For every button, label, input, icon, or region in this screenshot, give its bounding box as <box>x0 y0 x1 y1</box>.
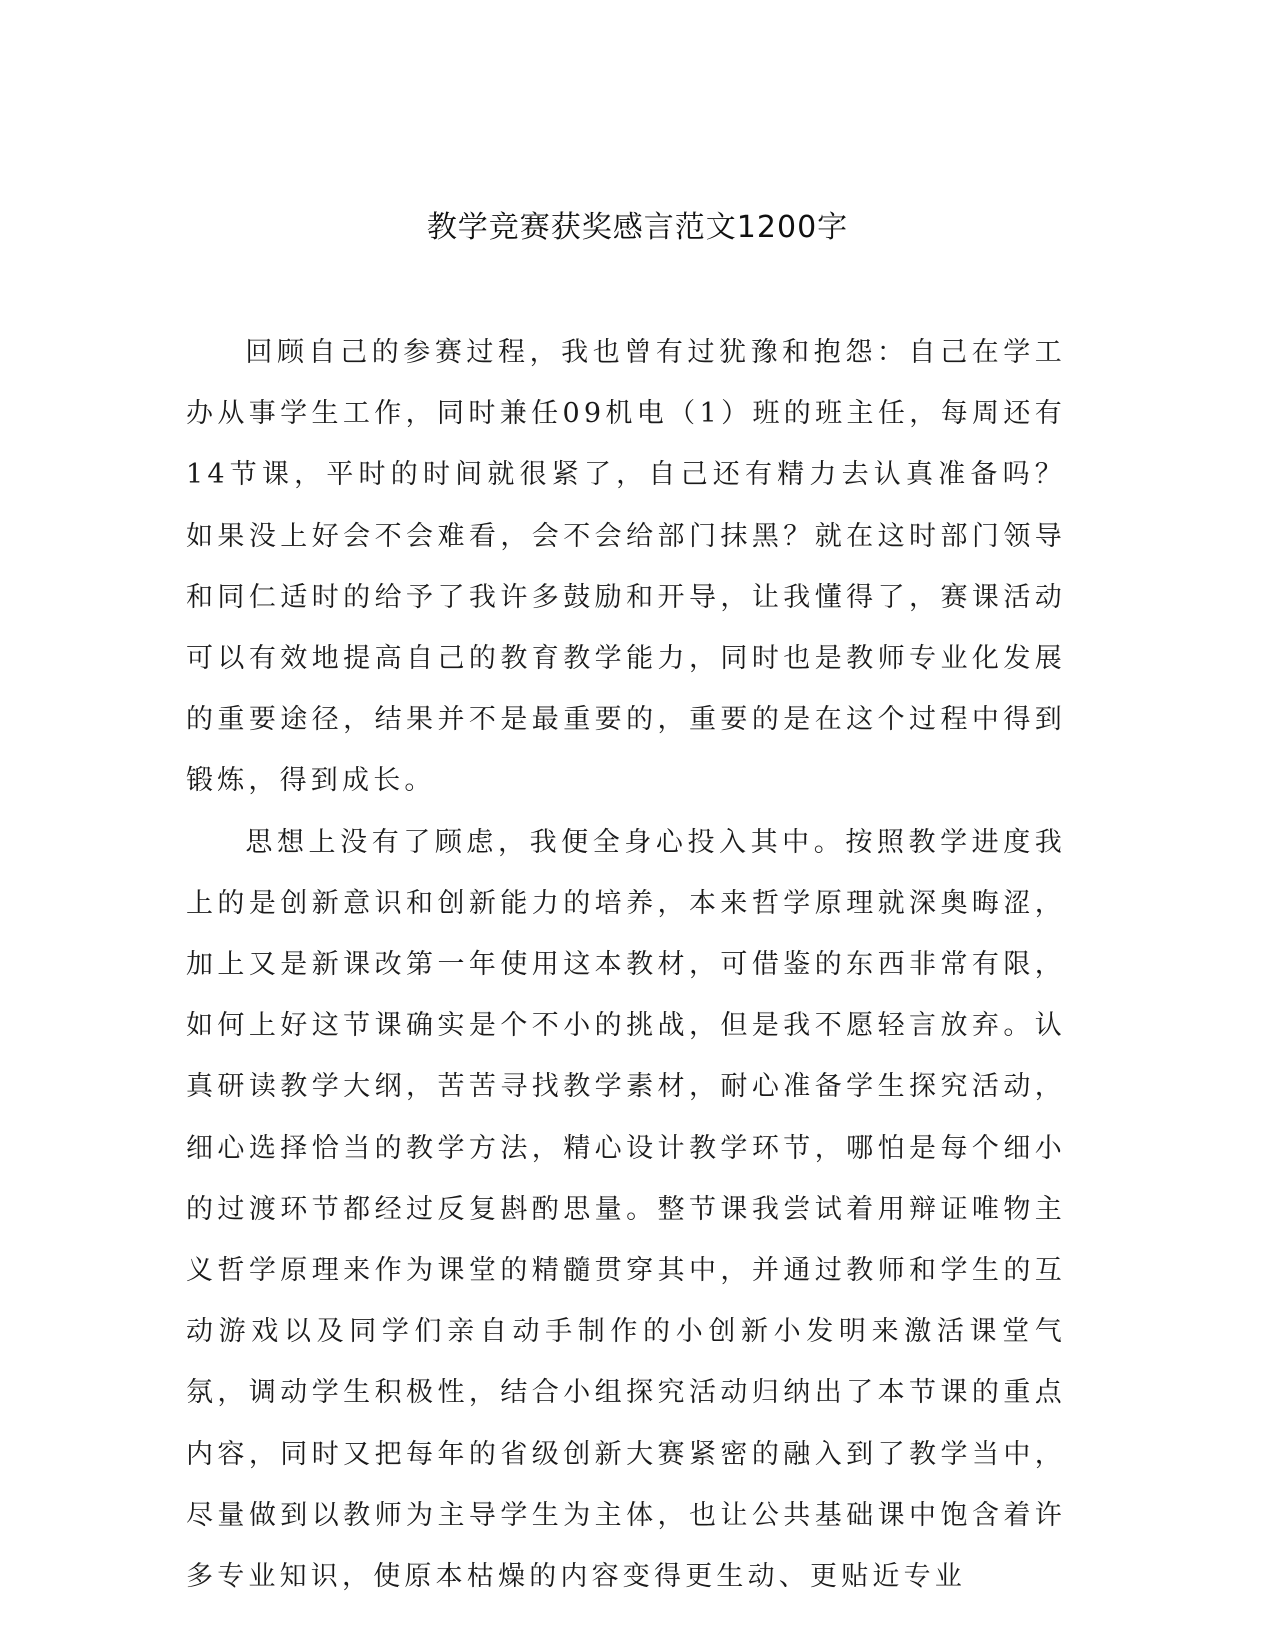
document-body <box>186 322 1066 1607</box>
paragraph-2: 思想上没有了顾虑，我便全身心投入其中。按照教学进度我上的是创新意识和创新能力的培养，本来哲学原理就深奥晦涩，加上又是新课改第一年使用这本教材，可借鉴的东西非常有限，如何上好这节课确实是个不小的挑战，但是我不愿轻言放弃。认真研读教学大纲，苦苦寻找教学素材，耐心准备学生探究活动，细心选择恰当的教学方法，精心设计教学环节，哪怕是每个细小的过渡环节都经过反复斟酌思量。整节课我尝试着用辩证唯物主义哲学原理来作为课堂的精髓贯穿其中，并通过教师和学生的互动游戏以及同学们亲自动手制作的小创新小发明来激活课堂气氛，调动学生积极性，结合小组探究活动归纳出了本节课的重点内容，同时又把每年的省级创新大赛紧密的融入到了教学当中，尽量做到以教师为主导学生为主体，也让公共基础课中饱含着许多专业知识，使原本枯燥的内容变得更生动、更贴近专业 <box>186 826 1066 1593</box>
paragraph-1: 回顾自己的参赛过程，我也曾有过犹豫和抱怨：自己在学工办从事学生工作，同时兼任09机电（1）班的班主任，每周还有14节课，平时的时间就很紧了，自己还有精力去认真准备吗？如果没上好会不会难看，会不会给部门抹黑？就在这时部门领导和同仁适时的给予了我许多鼓励和开导，让我懂得了，赛课活动可以有效地提高自己的教育教学能力，同时也是教师专业化发展的重要途径，结果并不是最重要的，重要的是在这个过程中得到锻炼，得到成长。 <box>186 337 1066 797</box>
document-title: 教学竞赛获奖感言范文1200字 <box>426 210 849 245</box>
